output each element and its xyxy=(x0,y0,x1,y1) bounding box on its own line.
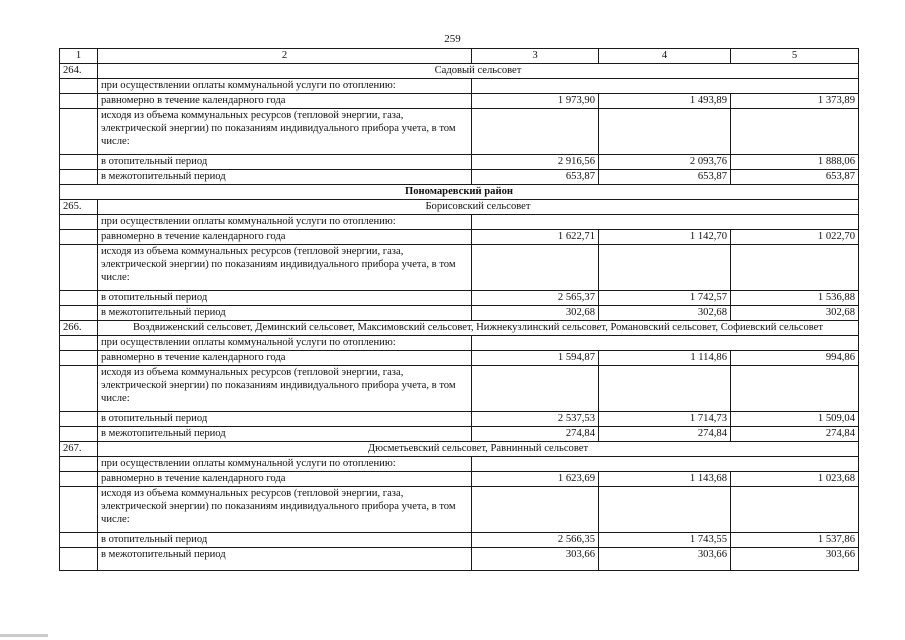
row-label: при осуществлении оплаты коммунальной услуги по отоплению: xyxy=(98,457,472,472)
row-label: равномерно в течение календарного года xyxy=(98,472,472,487)
value-cell: 1 537,86 xyxy=(731,533,859,548)
table-row xyxy=(60,366,859,412)
value-cell: 1 509,04 xyxy=(731,412,859,427)
empty-cell xyxy=(60,155,98,170)
empty-cell xyxy=(60,457,98,472)
value-cell: 2 566,35 xyxy=(472,533,599,548)
value-cell: 1 114,86 xyxy=(599,351,731,366)
table-row xyxy=(60,472,859,487)
empty-cell xyxy=(472,487,599,533)
column-number: 5 xyxy=(731,49,859,64)
value-cell: 1 622,71 xyxy=(472,230,599,245)
table-row xyxy=(60,533,859,548)
value-cell: 1 143,68 xyxy=(599,472,731,487)
empty-cell xyxy=(731,109,859,155)
row-label: в межотопительный период xyxy=(98,170,472,185)
empty-cell xyxy=(60,487,98,533)
section-title-row xyxy=(60,200,859,215)
empty-cell xyxy=(60,472,98,487)
district-heading-row xyxy=(60,185,859,200)
row-label: равномерно в течение календарного года xyxy=(98,94,472,109)
value-cell: 653,87 xyxy=(599,170,731,185)
value-cell: 302,68 xyxy=(599,306,731,321)
row-label: в межотопительный период xyxy=(98,548,472,571)
empty-cell xyxy=(60,427,98,442)
empty-cell xyxy=(60,215,98,230)
table-row xyxy=(60,230,859,245)
empty-cell xyxy=(60,170,98,185)
empty-cell xyxy=(472,215,859,230)
empty-cell xyxy=(599,487,731,533)
empty-cell xyxy=(731,487,859,533)
value-cell: 2 916,56 xyxy=(472,155,599,170)
empty-cell xyxy=(472,366,599,412)
value-cell: 1 714,73 xyxy=(599,412,731,427)
row-label: в межотопительный период xyxy=(98,427,472,442)
table-row xyxy=(60,170,859,185)
empty-cell xyxy=(60,291,98,306)
empty-cell xyxy=(60,94,98,109)
section-number: 266. xyxy=(60,321,98,336)
empty-cell xyxy=(60,79,98,94)
empty-cell xyxy=(60,245,98,291)
section-title-row xyxy=(60,64,859,79)
value-cell: 274,84 xyxy=(472,427,599,442)
value-cell: 653,87 xyxy=(731,170,859,185)
table-row xyxy=(60,155,859,170)
value-cell: 1 373,89 xyxy=(731,94,859,109)
empty-cell xyxy=(599,366,731,412)
row-label: в отопительный период xyxy=(98,291,472,306)
value-cell: 274,84 xyxy=(731,427,859,442)
scan-edge-mark xyxy=(0,634,48,637)
section-name: Воздвиженский сельсовет, Деминский сельсовет, Максимовский сельсовет, Нижнекузлинский сельсовет, Романовский сельсовет, Софиевский сельсовет xyxy=(98,321,859,336)
page-number: 259 xyxy=(444,33,461,45)
empty-cell xyxy=(60,351,98,366)
table-row xyxy=(60,79,859,94)
table-row xyxy=(60,215,859,230)
table-row xyxy=(60,306,859,321)
empty-cell xyxy=(599,245,731,291)
row-label: исходя из объема коммунальных ресурсов (тепловой энергии, газа, электрической энергии) по показаниям индивидуального прибора учета, в том числе: xyxy=(98,366,472,412)
table-row xyxy=(60,487,859,533)
row-label: исходя из объема коммунальных ресурсов (тепловой энергии, газа, электрической энергии) по показаниям индивидуального прибора учета, в том числе: xyxy=(98,245,472,291)
value-cell: 1 536,88 xyxy=(731,291,859,306)
value-cell: 303,66 xyxy=(731,548,859,571)
value-cell: 1 022,70 xyxy=(731,230,859,245)
row-label: при осуществлении оплаты коммунальной услуги по отоплению: xyxy=(98,79,472,94)
district-heading: Пономаревский район xyxy=(60,185,859,200)
column-number: 4 xyxy=(599,49,731,64)
table-row xyxy=(60,427,859,442)
empty-cell xyxy=(731,245,859,291)
row-label: в межотопительный период xyxy=(98,306,472,321)
row-label: в отопительный период xyxy=(98,412,472,427)
value-cell: 1 142,70 xyxy=(599,230,731,245)
tariff-table-body xyxy=(60,49,859,571)
row-label: равномерно в течение календарного года xyxy=(98,230,472,245)
table-row xyxy=(60,457,859,472)
value-cell: 1 888,06 xyxy=(731,155,859,170)
empty-cell xyxy=(60,533,98,548)
empty-cell xyxy=(60,230,98,245)
section-number: 267. xyxy=(60,442,98,457)
value-cell: 1 023,68 xyxy=(731,472,859,487)
empty-cell xyxy=(472,457,859,472)
value-cell: 1 623,69 xyxy=(472,472,599,487)
table-row xyxy=(60,412,859,427)
value-cell: 2 093,76 xyxy=(599,155,731,170)
value-cell: 1 743,55 xyxy=(599,533,731,548)
row-label: в отопительный период xyxy=(98,155,472,170)
empty-cell xyxy=(472,79,859,94)
empty-cell xyxy=(60,109,98,155)
value-cell: 2 537,53 xyxy=(472,412,599,427)
row-label: при осуществлении оплаты коммунальной услуги по отоплению: xyxy=(98,215,472,230)
column-number: 3 xyxy=(472,49,599,64)
row-label: равномерно в течение календарного года xyxy=(98,351,472,366)
table-row xyxy=(60,109,859,155)
empty-cell xyxy=(60,412,98,427)
value-cell: 1 493,89 xyxy=(599,94,731,109)
section-name: Садовый сельсовет xyxy=(98,64,859,79)
empty-cell xyxy=(60,306,98,321)
value-cell: 1 973,90 xyxy=(472,94,599,109)
column-number: 1 xyxy=(60,49,98,64)
empty-cell xyxy=(472,336,859,351)
section-number: 265. xyxy=(60,200,98,215)
table-row xyxy=(60,548,859,571)
value-cell: 302,68 xyxy=(731,306,859,321)
column-number: 2 xyxy=(98,49,472,64)
empty-cell xyxy=(472,245,599,291)
value-cell: 303,66 xyxy=(472,548,599,571)
table-row xyxy=(60,351,859,366)
table-row xyxy=(60,291,859,306)
row-label: исходя из объема коммунальных ресурсов (тепловой энергии, газа, электрической энергии) по показаниям индивидуального прибора учета, в том числе: xyxy=(98,487,472,533)
value-cell: 2 565,37 xyxy=(472,291,599,306)
section-title-row xyxy=(60,442,859,457)
value-cell: 274,84 xyxy=(599,427,731,442)
section-name: Дюсметьевский сельсовет, Равнинный сельсовет xyxy=(98,442,859,457)
value-cell: 653,87 xyxy=(472,170,599,185)
empty-cell xyxy=(731,366,859,412)
section-number: 264. xyxy=(60,64,98,79)
empty-cell xyxy=(60,548,98,571)
empty-cell xyxy=(60,336,98,351)
value-cell: 994,86 xyxy=(731,351,859,366)
tariff-table xyxy=(59,48,859,571)
value-cell: 1 594,87 xyxy=(472,351,599,366)
empty-cell xyxy=(599,109,731,155)
column-number-row xyxy=(60,49,859,64)
table-row xyxy=(60,336,859,351)
value-cell: 302,68 xyxy=(472,306,599,321)
row-label: в отопительный период xyxy=(98,533,472,548)
value-cell: 303,66 xyxy=(599,548,731,571)
value-cell: 1 742,57 xyxy=(599,291,731,306)
section-title-row xyxy=(60,321,859,336)
table-row xyxy=(60,94,859,109)
row-label: исходя из объема коммунальных ресурсов (тепловой энергии, газа, электрической энергии) по показаниям индивидуального прибора учета, в том числе: xyxy=(98,109,472,155)
table-row xyxy=(60,245,859,291)
empty-cell xyxy=(60,366,98,412)
empty-cell xyxy=(472,109,599,155)
row-label: при осуществлении оплаты коммунальной услуги по отоплению: xyxy=(98,336,472,351)
section-name: Борисовский сельсовет xyxy=(98,200,859,215)
